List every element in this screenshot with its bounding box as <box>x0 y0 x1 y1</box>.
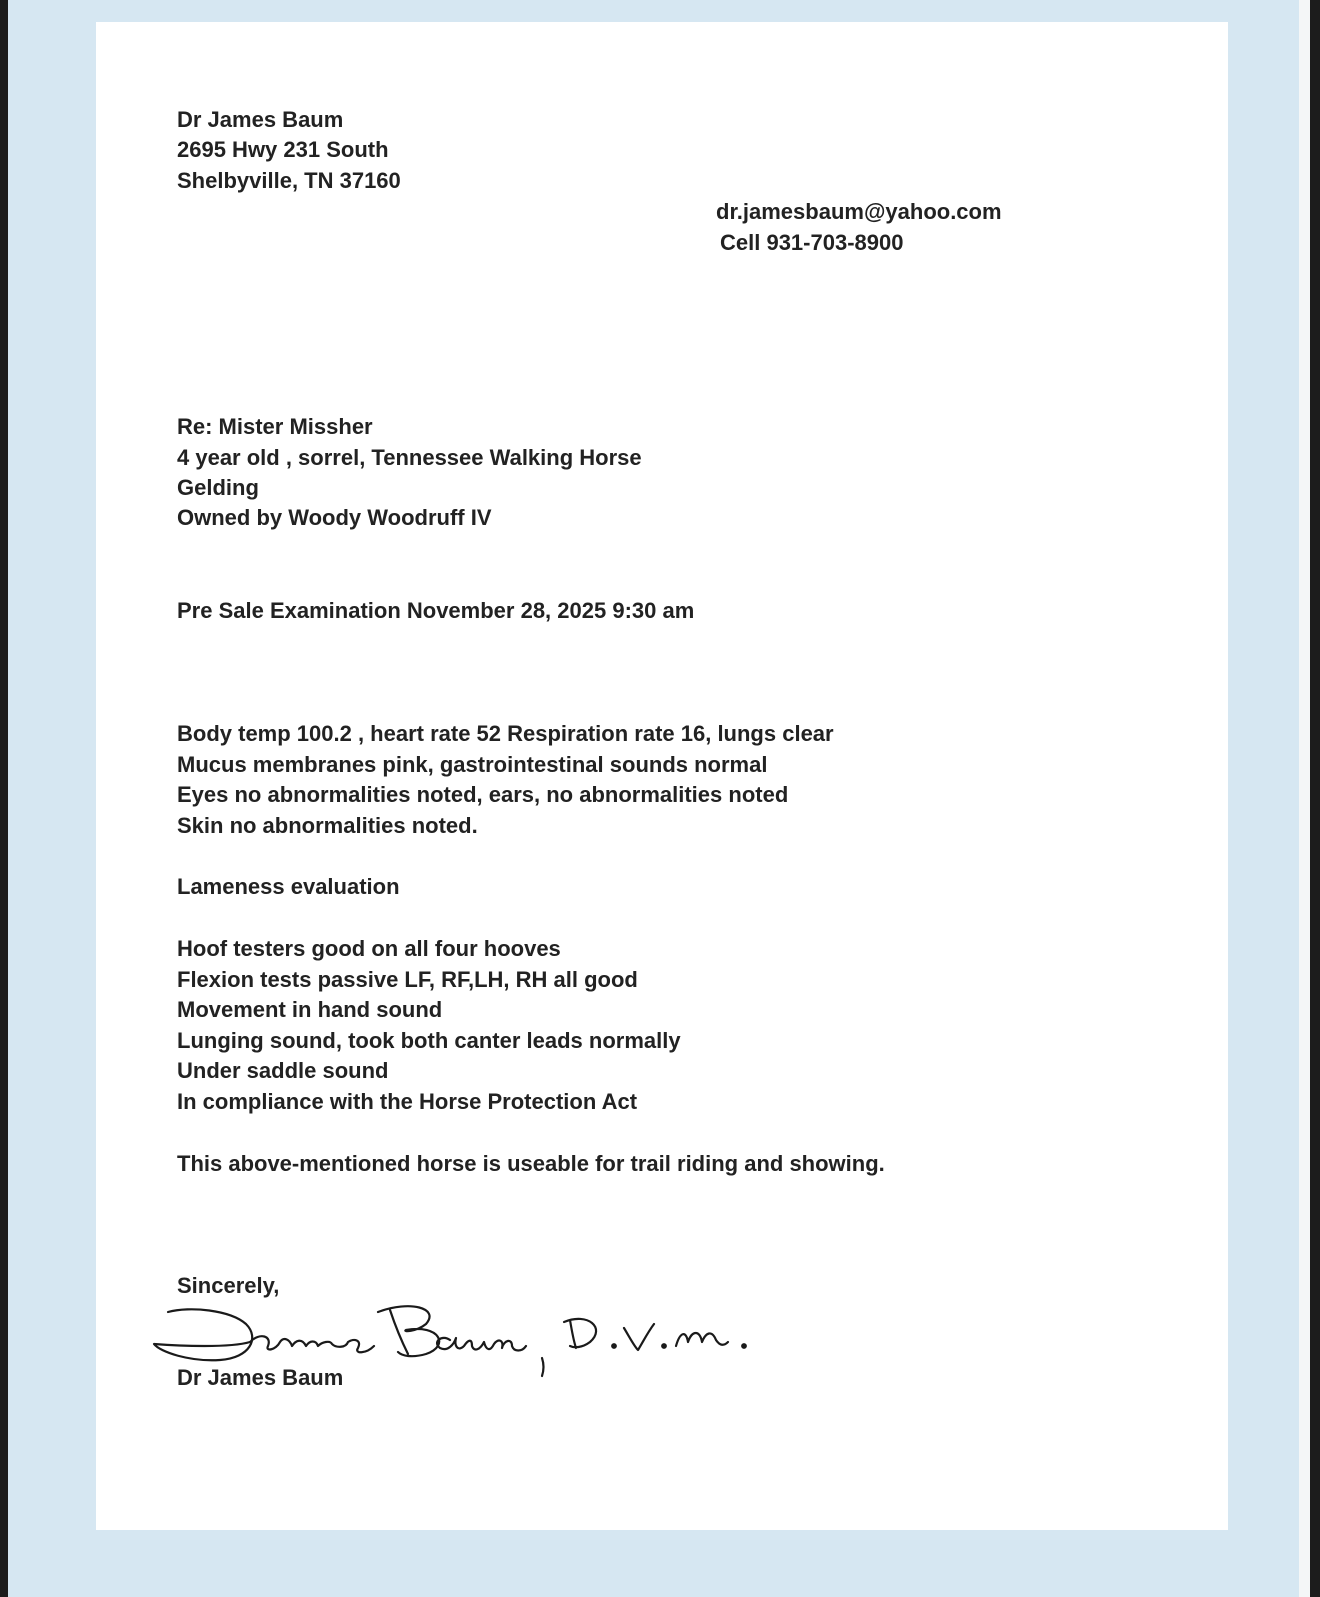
conclusion: This above-mentioned horse is useable for trail riding and showing. <box>177 1151 885 1176</box>
exam-heading: Pre Sale Examination November 28, 2025 9:30 am <box>177 598 695 623</box>
lameness-line: Lunging sound, took both canter leads normally <box>177 1028 681 1053</box>
right-edge <box>1310 0 1320 1597</box>
sender-street: 2695 Hwy 231 South <box>177 137 389 162</box>
finding-line: Skin no abnormalities noted. <box>177 813 478 838</box>
sender-name: Dr James Baum <box>177 107 344 132</box>
lameness-line: Under saddle sound <box>177 1058 389 1083</box>
lameness-line: In compliance with the Horse Protection Act <box>177 1089 638 1114</box>
horse-description: 4 year old , sorrel, Tennessee Walking Horse <box>177 445 642 470</box>
lameness-heading: Lameness evaluation <box>177 874 400 899</box>
finding-line: Eyes no abnormalities noted, ears, no abnormalities noted <box>177 782 789 807</box>
sender-email: dr.jamesbaum@yahoo.com <box>716 199 1002 224</box>
horse-sex: Gelding <box>177 475 259 500</box>
signer-name: Dr James Baum <box>177 1365 344 1390</box>
re-line: Re: Mister Missher <box>177 414 373 439</box>
horse-owner: Owned by Woody Woodruff IV <box>177 505 492 530</box>
sender-cell: Cell 931-703-8900 <box>720 230 904 255</box>
lameness-line: Movement in hand sound <box>177 997 443 1022</box>
right-border <box>1299 0 1310 1597</box>
lameness-line: Flexion tests passive LF, RF,LH, RH all good <box>177 967 638 992</box>
sender-city: Shelbyville, TN 37160 <box>177 168 401 193</box>
finding-line: Body temp 100.2 , heart rate 52 Respiration rate 16, lungs clear <box>177 721 834 746</box>
finding-line: Mucus membranes pink, gastrointestinal sounds normal <box>177 752 768 777</box>
salutation: Sincerely, <box>177 1273 280 1298</box>
left-edge <box>0 0 8 1597</box>
lameness-line: Hoof testers good on all four hooves <box>177 936 561 961</box>
